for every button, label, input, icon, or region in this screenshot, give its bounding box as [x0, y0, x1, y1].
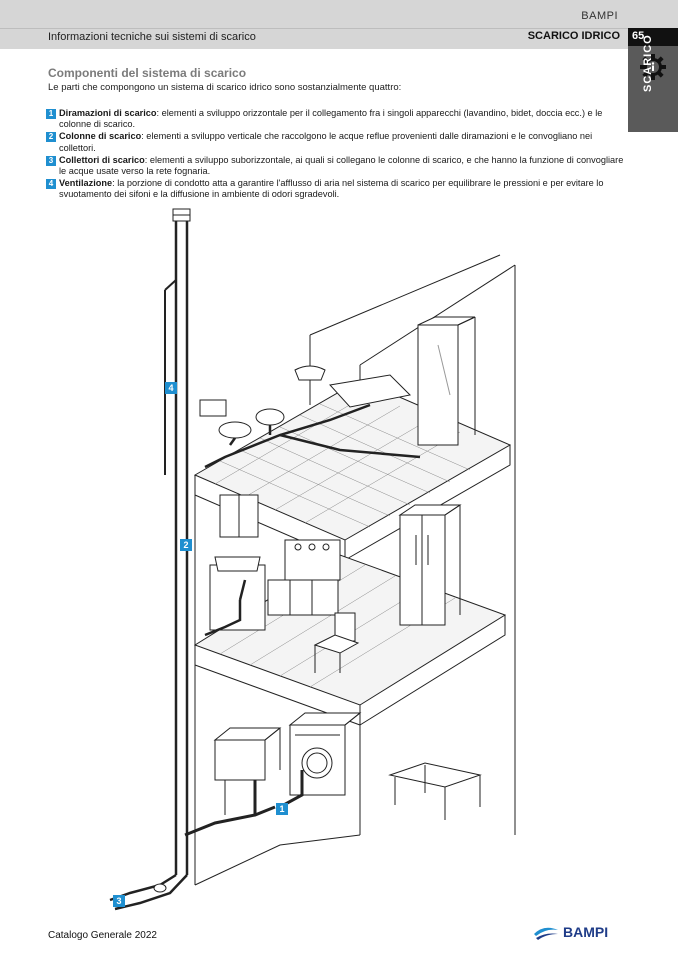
bampi-logo-icon	[532, 922, 560, 942]
list-item	[46, 155, 624, 177]
item-number: 4	[46, 179, 56, 189]
item-term: Collettori di scarico	[59, 154, 145, 165]
item-text: : la porzione di condotto atta a garantire l'afflusso di aria nel sistema di scarico per equilibrare le pressioni e per evitare lo svuotamento dei sifoni e la diffusione in ambiente di odori sgradevoli.	[59, 178, 604, 200]
item-term: Diramazioni di scarico	[59, 108, 157, 118]
label-3: 3	[113, 895, 125, 907]
item-text: : elementi a sviluppo suborizzontale, ai quali si collegano le colonne di scarico, e che hanno la funzione di convogliare le acque usate verso la rete fognaria.	[59, 154, 624, 177]
catalog-label: Catalogo Generale	[48, 930, 132, 941]
page-number: 65	[628, 28, 678, 46]
toilet-cistern	[200, 400, 226, 416]
washbasin	[295, 366, 325, 380]
chapter-title: SCARICO IDRICO	[527, 30, 620, 42]
bidet	[256, 409, 284, 425]
item-term: Colonne di scarico	[59, 131, 142, 142]
item-number: 3	[46, 156, 56, 166]
components-list	[46, 108, 624, 202]
item-number: 1	[46, 109, 56, 119]
section-title: Informazioni tecniche sui sistemi di scarico	[48, 31, 256, 43]
ground-floor-line	[195, 835, 360, 885]
label-2: 2	[180, 539, 192, 551]
bench	[390, 763, 480, 787]
top-bar	[0, 0, 678, 28]
building-drainage-illustration	[40, 195, 540, 915]
catalog-year: 2022	[134, 930, 157, 941]
stove	[285, 540, 340, 580]
label-4: 4	[165, 382, 177, 394]
intro-text: Le parti che compongono un sistema di scarico idrico sono sostanzialmente quattro:	[48, 82, 402, 93]
footer-catalog	[48, 930, 157, 941]
laundry-tub	[215, 740, 265, 780]
item-text: : elementi a sviluppo orizzontale per il collegamento fra i singoli apparecchi (lavandino, bidet, doccia ecc.) e le colonne di scarico.	[59, 108, 603, 130]
branch-pipe-ground	[185, 807, 275, 835]
page-heading: Componenti del sistema di scarico	[48, 66, 247, 80]
item-text: : elementi a sviluppo verticale che raccolgono le acque reflue provenienti dalle diramazioni e le convogliano nei collettori.	[59, 131, 593, 153]
list-item	[46, 131, 624, 153]
item-term: Ventilazione	[59, 178, 113, 189]
toilet-bowl	[219, 422, 251, 438]
shower-cabin	[418, 325, 458, 445]
label-1: 1	[276, 803, 288, 815]
brand-name: BAMPI	[581, 10, 618, 22]
kitchen-sink	[215, 557, 260, 571]
item-number: 2	[46, 132, 56, 142]
list-item	[46, 108, 624, 130]
side-tab-label: SCARICO	[642, 34, 654, 92]
footer-logo-text: BAMPI	[563, 924, 609, 940]
